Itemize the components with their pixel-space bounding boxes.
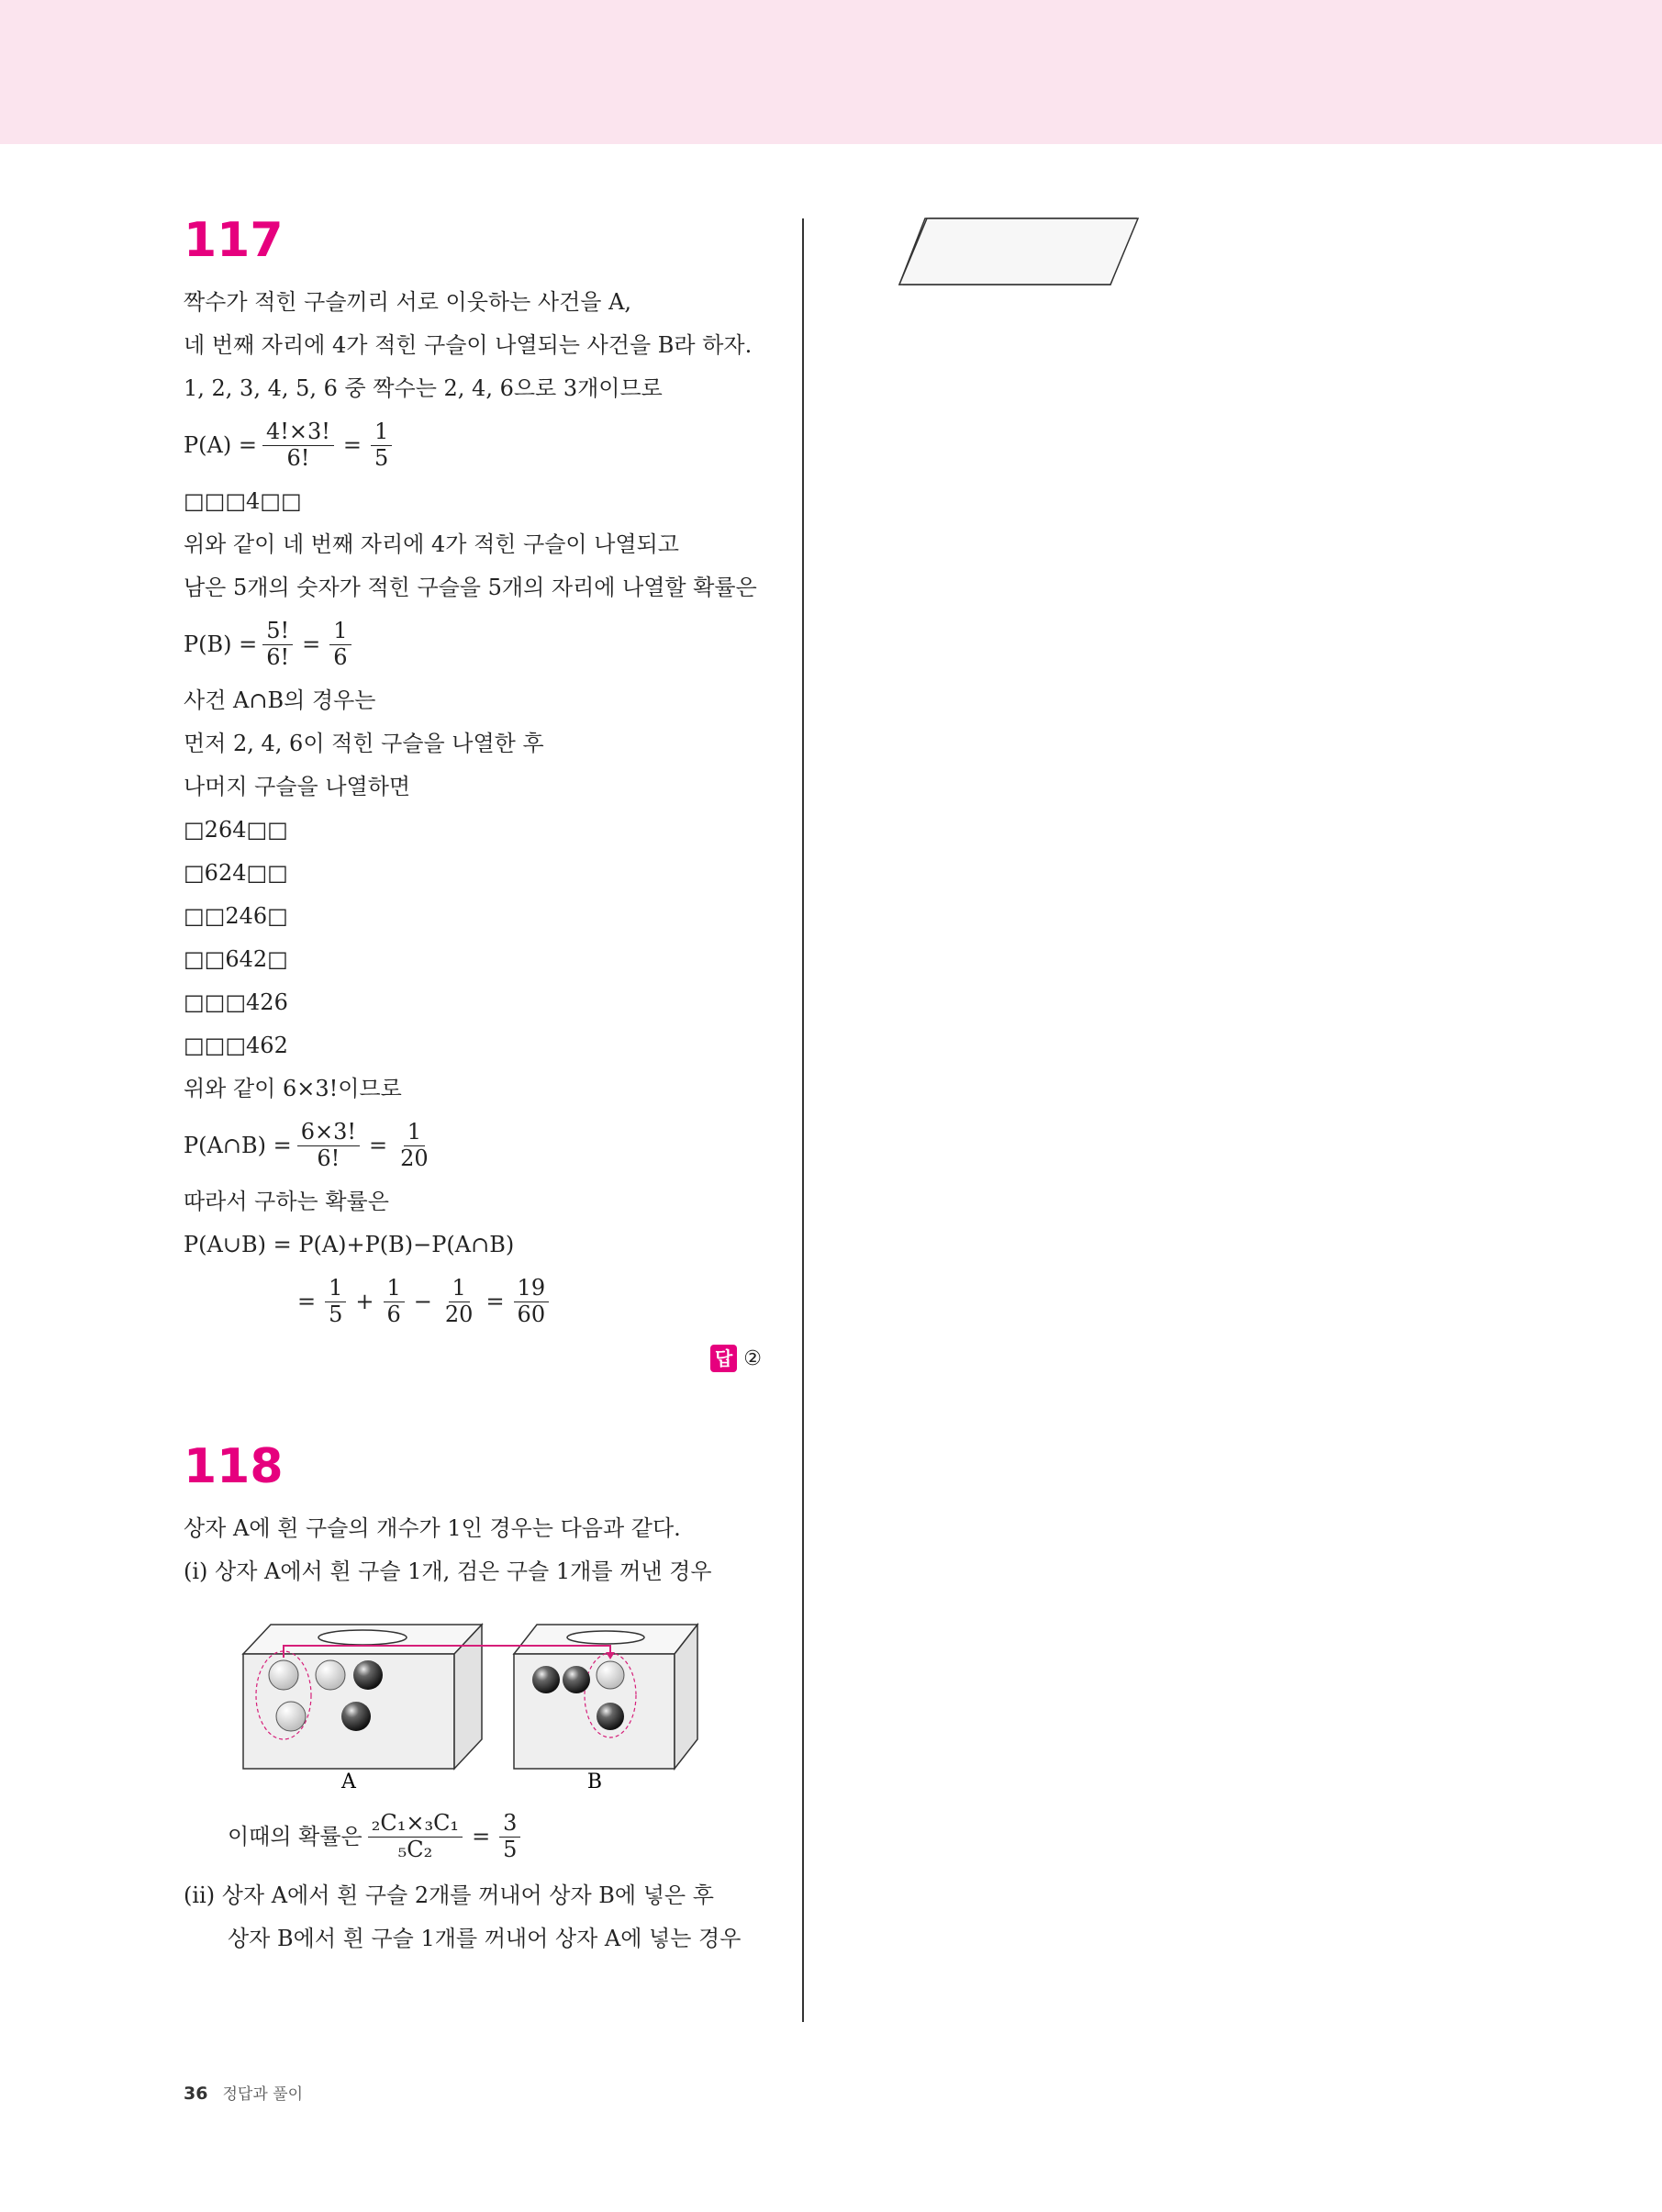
numerator: 6×3! [297,1120,360,1146]
text-line: 남은 5개의 숫자가 적힌 구슬을 5개의 자리에 나열할 확률은 [184,575,757,600]
denominator: 20 [400,1145,429,1171]
numerator: 1 [404,1120,425,1146]
plus-sign: + [355,1288,374,1314]
text-line: 위와 같이 6×3!이므로 [184,1076,402,1101]
eq-sign: = [369,1132,388,1158]
box-arrangement: □□246□ [184,903,288,929]
problem-number-117: 117 [184,213,284,268]
page-footer [184,2081,303,2104]
text-line: 나머지 구슬을 나열하면 [184,774,411,799]
equation-pb [184,609,771,679]
column-divider [802,218,804,2022]
fraction [329,619,351,670]
denominator: 20 [444,1301,474,1327]
fraction [262,419,334,471]
eq-sign: = [297,1288,317,1314]
header-banner [0,0,1662,144]
eq-lhs: P(A) = [184,431,257,458]
text-line: 먼저 2, 4, 6이 적힌 구슬을 나열한 후 [184,731,544,756]
marble-boxes-figure-1 [184,1606,753,1790]
eq-sign: = [485,1288,505,1314]
numerator: 3 [499,1811,520,1838]
fraction [325,1276,346,1327]
eq-sign: = [472,1823,491,1849]
denominator: 5 [503,1836,518,1862]
numerator: 1 [449,1276,470,1302]
fraction [262,619,293,670]
answer-badge: 답 [710,1345,737,1372]
text-line: P(A∪B) = P(A)+P(B)−P(A∩B) [184,1232,515,1257]
text-line: 사건 A∩B의 경우는 [184,687,376,713]
text-line: 네 번째 자리에 4가 적힌 구슬이 나열되는 사건을 B라 하자. [184,332,753,358]
fraction [297,1120,360,1171]
text-line: 상자 A에 흰 구슬의 개수가 1인 경우는 다음과 같다. [184,1515,681,1541]
box-arrangement: □□□426 [184,989,288,1015]
footer-title: 정답과 풀이 [222,2085,304,2104]
box-arrangement: □□642□ [184,946,288,972]
denominator: 6! [317,1145,340,1171]
denominator: 6! [266,643,290,670]
answer-value: ② [743,1347,762,1370]
eq-sign: = [302,631,321,657]
numerator: 1 [325,1276,346,1302]
prob-label: 이때의 확률은 [228,1823,363,1849]
problem-number-118: 118 [184,1439,284,1494]
page-number: 36 [184,2084,208,2104]
box-label-a: A [341,1771,356,1790]
fraction [371,419,392,471]
denominator: 5 [329,1301,343,1327]
numerator: 1 [371,419,392,446]
right-column [842,202,1430,701]
numerator: ₂C₁×₃C₁ [368,1811,463,1838]
equation-final [184,1267,771,1336]
text-line: 상자 B에서 흰 구슬 1개를 꺼내어 상자 A에 넣는 경우 [228,1926,742,1951]
denominator: 5 [374,444,389,471]
equation-pa [184,410,771,480]
text-line: 따라서 구하는 확률은 [184,1189,389,1214]
denominator: 60 [517,1301,546,1327]
denominator: 6! [286,444,310,471]
denominator: ₅C₂ [397,1836,433,1862]
box-arrangement: □264□□ [184,817,288,843]
denominator: 6 [333,643,348,670]
numerator: 1 [329,619,351,645]
fraction [514,1276,550,1327]
numerator: 5! [262,619,293,645]
numerator: 4!×3! [262,419,334,446]
box-a-upper-final [899,218,1138,285]
answer-117 [184,1336,771,1382]
minus-sign: − [413,1288,432,1314]
box-label-b: B [586,1771,603,1790]
left-column [184,211,771,1961]
numerator: 19 [514,1276,550,1302]
numerator: 1 [384,1276,405,1302]
prob-line-1 [184,1799,771,1874]
fraction [441,1276,477,1327]
text-line: 짝수가 적힌 구슬끼리 서로 이웃하는 사건을 A, [184,289,632,315]
fraction [368,1811,463,1862]
marble-boxes-figure-2 [842,202,1430,698]
fraction [384,1276,405,1327]
eq-sign: = [342,431,362,458]
eq-lhs: P(B) = [184,631,258,657]
eq-lhs: P(A∩B) = [184,1132,292,1158]
fraction [396,1120,432,1171]
denominator: 6 [386,1301,401,1327]
box-arrangement: □□□462 [184,1033,288,1058]
text-line: 1, 2, 3, 4, 5, 6 중 짝수는 2, 4, 6으로 3개이므로 [184,375,663,401]
text-line: 위와 같이 네 번째 자리에 4가 적힌 구슬이 나열되고 [184,531,679,557]
box-arrangement: □□□4□□ [184,488,302,514]
text-line: (ⅱ) 상자 A에서 흰 구슬 2개를 꺼내어 상자 B에 넣은 후 [184,1882,714,1908]
fraction [499,1811,520,1862]
text-line: (ⅰ) 상자 A에서 흰 구슬 1개, 검은 구슬 1개를 꺼낸 경우 [184,1558,712,1584]
box-arrangement: □624□□ [184,860,288,886]
equation-pab [184,1111,771,1180]
